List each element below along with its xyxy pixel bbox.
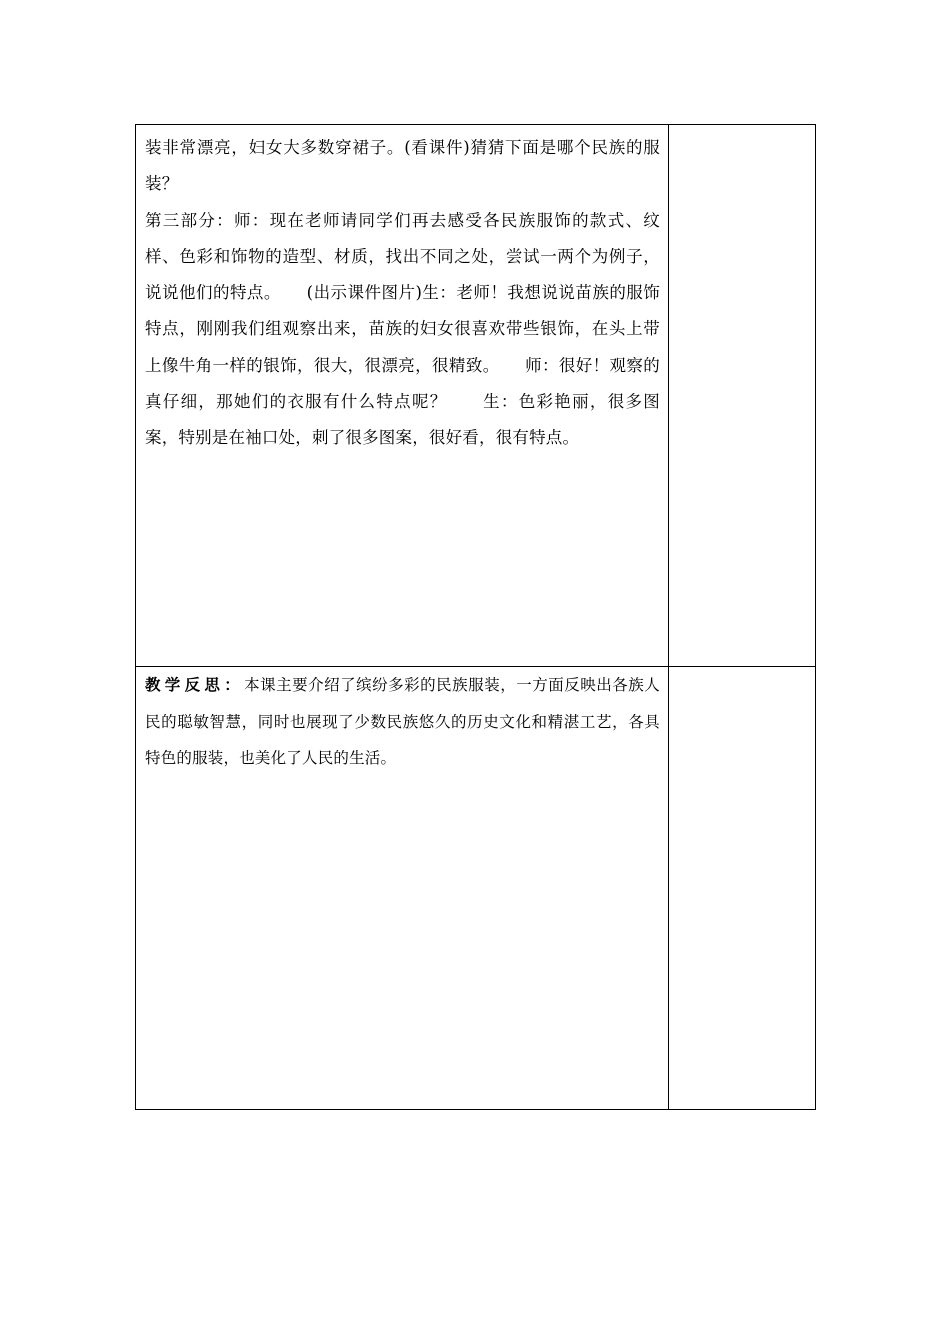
reflection-content xyxy=(136,667,668,777)
lesson-paragraph: 装非常漂亮，妇女大多数穿裙子。(看课件)猜猜下面是哪个民族的服装？ xyxy=(145,138,660,194)
reflection-paragraph xyxy=(145,667,660,777)
lesson-table xyxy=(135,124,816,1110)
lesson-content-cell xyxy=(136,125,669,667)
lesson-paragraph: 第三部分：师：现在老师请同学们再去感受各民族服饰的款式、纹样、色彩和饰物的造型、材质，找出不同之处，尝试一两个为例子，说说他们的特点。 (出示课件图片)生：老师！我想说说苗族的服饰特点，刚刚我们组观察出来，苗族的妇女很喜欢带些银饰，在头上带上像牛角一样的银饰，很大，很漂亮，很精致。 师：很好！观察的真仔细，那她们的衣服有什么特点呢？ 生：色彩艳丽，很多图案，特别是在袖口处，刺了很多图案，很好看，很有特点。 xyxy=(145,210,660,448)
reflection-text: 本课主要介绍了缤纷多彩的民族服装，一方面反映出各族人民的聪敏智慧，同时也展现了少数民族悠久的历史文化和精湛工艺，各具特色的服装，也美化了人民的生活。 xyxy=(145,676,660,767)
reflection-label: 教学反思： xyxy=(145,675,245,694)
notes-cell xyxy=(669,125,816,667)
notes-cell xyxy=(669,667,816,1110)
table-row xyxy=(136,667,816,1110)
lesson-content xyxy=(136,125,668,457)
table-row xyxy=(136,125,816,667)
reflection-cell xyxy=(136,667,669,1110)
